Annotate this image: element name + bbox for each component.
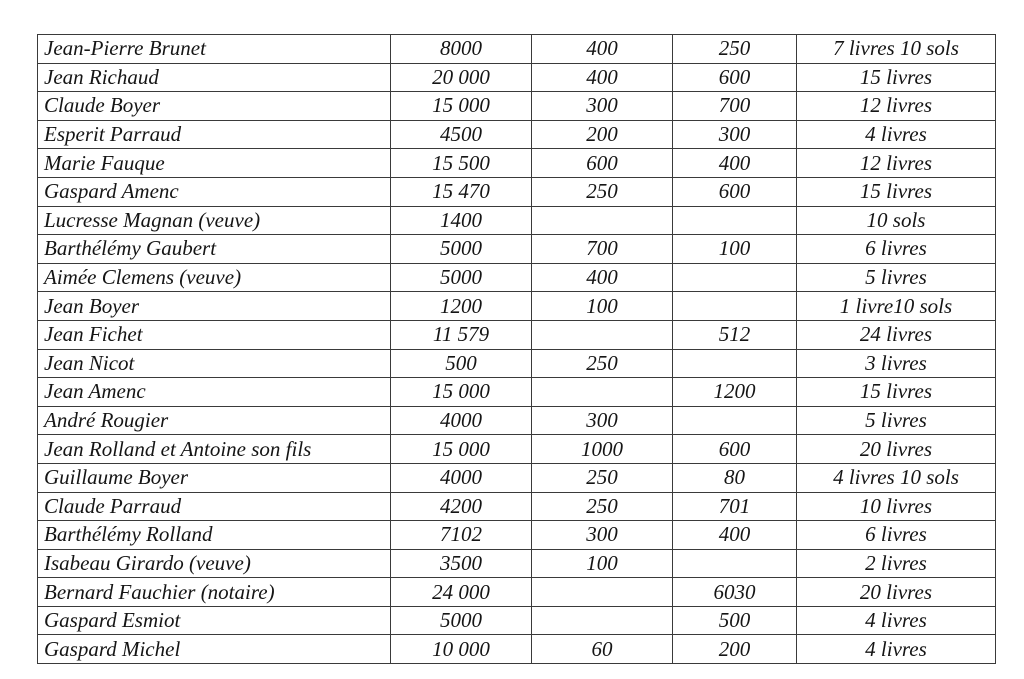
tax-cell: 10 livres bbox=[797, 492, 996, 521]
value-c-cell: 250 bbox=[673, 35, 797, 64]
value-b-cell: 300 bbox=[532, 92, 673, 121]
value-a-cell: 15 500 bbox=[391, 149, 532, 178]
value-b-cell: 1000 bbox=[532, 435, 673, 464]
value-b-cell bbox=[532, 320, 673, 349]
value-b-cell: 250 bbox=[532, 492, 673, 521]
name-cell: Claude Parraud bbox=[38, 492, 391, 521]
value-a-cell: 15 000 bbox=[391, 435, 532, 464]
value-b-cell: 200 bbox=[532, 120, 673, 149]
table-row bbox=[38, 235, 996, 264]
tax-cell: 20 livres bbox=[797, 578, 996, 607]
value-c-cell bbox=[673, 263, 797, 292]
value-a-cell: 4000 bbox=[391, 406, 532, 435]
name-cell: Jean Boyer bbox=[38, 292, 391, 321]
tax-cell: 4 livres bbox=[797, 120, 996, 149]
name-cell: Gaspard Amenc bbox=[38, 177, 391, 206]
name-cell: Barthélémy Rolland bbox=[38, 521, 391, 550]
value-a-cell: 3500 bbox=[391, 549, 532, 578]
value-c-cell bbox=[673, 406, 797, 435]
value-c-cell: 400 bbox=[673, 149, 797, 178]
value-c-cell: 1200 bbox=[673, 378, 797, 407]
tax-cell: 12 livres bbox=[797, 149, 996, 178]
name-cell: Lucresse Magnan (veuve) bbox=[38, 206, 391, 235]
value-a-cell: 11 579 bbox=[391, 320, 532, 349]
value-a-cell: 5000 bbox=[391, 235, 532, 264]
value-a-cell: 15 000 bbox=[391, 378, 532, 407]
name-cell: Barthélémy Gaubert bbox=[38, 235, 391, 264]
tax-cell: 4 livres bbox=[797, 606, 996, 635]
tax-cell: 24 livres bbox=[797, 320, 996, 349]
table-row bbox=[38, 606, 996, 635]
value-c-cell: 701 bbox=[673, 492, 797, 521]
table-row bbox=[38, 320, 996, 349]
table-row bbox=[38, 35, 996, 64]
name-cell: Gaspard Esmiot bbox=[38, 606, 391, 635]
value-b-cell: 300 bbox=[532, 521, 673, 550]
name-cell: Jean Fichet bbox=[38, 320, 391, 349]
table-row bbox=[38, 521, 996, 550]
tax-cell: 15 livres bbox=[797, 177, 996, 206]
value-a-cell: 5000 bbox=[391, 606, 532, 635]
table-row bbox=[38, 578, 996, 607]
name-cell: Marie Fauque bbox=[38, 149, 391, 178]
value-b-cell: 400 bbox=[532, 263, 673, 292]
value-b-cell: 250 bbox=[532, 177, 673, 206]
name-cell: Gaspard Michel bbox=[38, 635, 391, 664]
table-row bbox=[38, 292, 996, 321]
value-b-cell: 100 bbox=[532, 292, 673, 321]
value-a-cell: 4500 bbox=[391, 120, 532, 149]
tax-cell: 5 livres bbox=[797, 406, 996, 435]
value-a-cell: 5000 bbox=[391, 263, 532, 292]
name-cell: Jean-Pierre Brunet bbox=[38, 35, 391, 64]
value-c-cell: 6030 bbox=[673, 578, 797, 607]
table-row bbox=[38, 635, 996, 664]
tax-cell: 5 livres bbox=[797, 263, 996, 292]
value-a-cell: 24 000 bbox=[391, 578, 532, 607]
value-a-cell: 1400 bbox=[391, 206, 532, 235]
value-b-cell bbox=[532, 606, 673, 635]
value-b-cell: 250 bbox=[532, 349, 673, 378]
name-cell: Jean Richaud bbox=[38, 63, 391, 92]
table-row bbox=[38, 463, 996, 492]
name-cell: Jean Rolland et Antoine son fils bbox=[38, 435, 391, 464]
table-row bbox=[38, 149, 996, 178]
name-cell: Esperit Parraud bbox=[38, 120, 391, 149]
table-row bbox=[38, 63, 996, 92]
value-c-cell bbox=[673, 349, 797, 378]
value-c-cell bbox=[673, 292, 797, 321]
value-b-cell: 250 bbox=[532, 463, 673, 492]
value-c-cell: 400 bbox=[673, 521, 797, 550]
tax-cell: 6 livres bbox=[797, 521, 996, 550]
value-a-cell: 15 000 bbox=[391, 92, 532, 121]
value-a-cell: 4200 bbox=[391, 492, 532, 521]
tax-cell: 3 livres bbox=[797, 349, 996, 378]
value-c-cell bbox=[673, 206, 797, 235]
name-cell: Jean Amenc bbox=[38, 378, 391, 407]
tax-cell: 6 livres bbox=[797, 235, 996, 264]
value-c-cell: 600 bbox=[673, 63, 797, 92]
table-row bbox=[38, 549, 996, 578]
value-b-cell: 400 bbox=[532, 63, 673, 92]
table-row bbox=[38, 349, 996, 378]
value-a-cell: 15 470 bbox=[391, 177, 532, 206]
value-a-cell: 8000 bbox=[391, 35, 532, 64]
tax-cell: 2 livres bbox=[797, 549, 996, 578]
value-c-cell: 600 bbox=[673, 435, 797, 464]
value-b-cell: 300 bbox=[532, 406, 673, 435]
name-cell: Aimée Clemens (veuve) bbox=[38, 263, 391, 292]
name-cell: Isabeau Girardo (veuve) bbox=[38, 549, 391, 578]
value-b-cell: 60 bbox=[532, 635, 673, 664]
value-a-cell: 500 bbox=[391, 349, 532, 378]
table-row bbox=[38, 435, 996, 464]
tax-cell: 20 livres bbox=[797, 435, 996, 464]
value-b-cell bbox=[532, 578, 673, 607]
table-row bbox=[38, 120, 996, 149]
table-row bbox=[38, 206, 996, 235]
tax-cell: 15 livres bbox=[797, 63, 996, 92]
tax-cell: 4 livres 10 sols bbox=[797, 463, 996, 492]
table-row bbox=[38, 492, 996, 521]
ledger-table bbox=[37, 34, 996, 664]
value-c-cell: 100 bbox=[673, 235, 797, 264]
value-c-cell: 600 bbox=[673, 177, 797, 206]
tax-cell: 7 livres 10 sols bbox=[797, 35, 996, 64]
table-row bbox=[38, 263, 996, 292]
value-a-cell: 4000 bbox=[391, 463, 532, 492]
value-b-cell: 700 bbox=[532, 235, 673, 264]
value-b-cell: 100 bbox=[532, 549, 673, 578]
value-a-cell: 1200 bbox=[391, 292, 532, 321]
name-cell: Bernard Fauchier (notaire) bbox=[38, 578, 391, 607]
name-cell: Jean Nicot bbox=[38, 349, 391, 378]
tax-cell: 15 livres bbox=[797, 378, 996, 407]
tax-cell: 4 livres bbox=[797, 635, 996, 664]
value-b-cell bbox=[532, 378, 673, 407]
value-c-cell: 700 bbox=[673, 92, 797, 121]
value-b-cell: 600 bbox=[532, 149, 673, 178]
value-c-cell: 80 bbox=[673, 463, 797, 492]
value-b-cell bbox=[532, 206, 673, 235]
table-row bbox=[38, 406, 996, 435]
value-a-cell: 20 000 bbox=[391, 63, 532, 92]
name-cell: Guillaume Boyer bbox=[38, 463, 391, 492]
value-a-cell: 7102 bbox=[391, 521, 532, 550]
name-cell: André Rougier bbox=[38, 406, 391, 435]
value-c-cell: 500 bbox=[673, 606, 797, 635]
tax-cell: 12 livres bbox=[797, 92, 996, 121]
name-cell: Claude Boyer bbox=[38, 92, 391, 121]
value-b-cell: 400 bbox=[532, 35, 673, 64]
table-row bbox=[38, 378, 996, 407]
value-a-cell: 10 000 bbox=[391, 635, 532, 664]
value-c-cell: 200 bbox=[673, 635, 797, 664]
table-row bbox=[38, 177, 996, 206]
value-c-cell: 300 bbox=[673, 120, 797, 149]
ledger-body bbox=[38, 35, 996, 664]
value-c-cell bbox=[673, 549, 797, 578]
document-page bbox=[37, 34, 996, 664]
value-c-cell: 512 bbox=[673, 320, 797, 349]
tax-cell: 1 livre10 sols bbox=[797, 292, 996, 321]
table-row bbox=[38, 92, 996, 121]
tax-cell: 10 sols bbox=[797, 206, 996, 235]
